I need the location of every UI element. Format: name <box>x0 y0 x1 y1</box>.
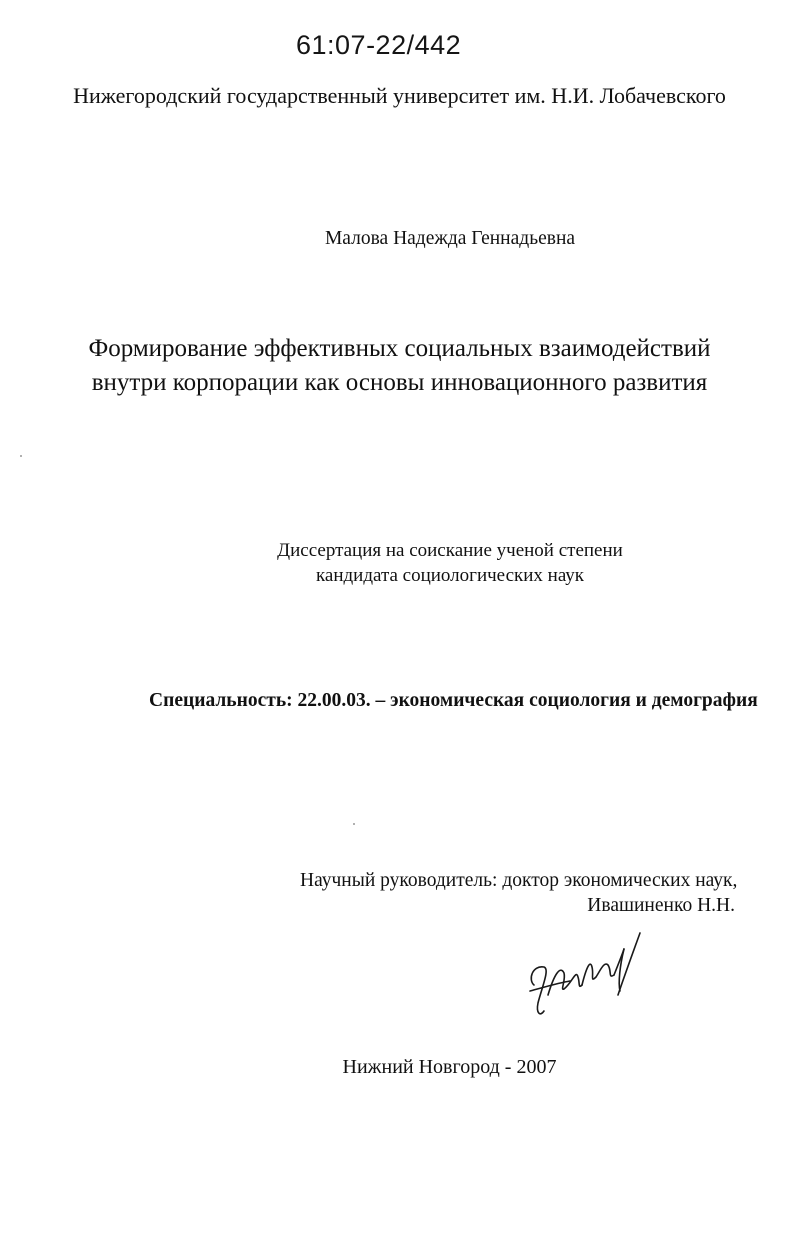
degree-line-2: кандидата социологических наук <box>315 565 585 586</box>
city-and-year: Нижний Новгород - 2007 <box>342 1056 557 1078</box>
scan-speck <box>353 823 355 825</box>
archive-stamp-code: 61:07-22/442 <box>296 30 462 60</box>
title-line-2: внутри корпорации как основы инновационного развития <box>91 369 708 396</box>
degree-statement <box>240 538 660 588</box>
supervisor-title: Научный руководитель: доктор экономических наук, <box>300 870 738 891</box>
scientific-supervisor <box>300 868 740 918</box>
handwritten-signature <box>520 925 660 1025</box>
degree-line-1: Диссертация на соискание ученой степени <box>277 540 623 561</box>
scan-speck <box>20 455 22 457</box>
dissertation-title <box>0 332 799 400</box>
title-line-1: Формирование эффективных социальных взаимодействий <box>88 335 711 362</box>
supervisor-name: Ивашиненко Н.Н. <box>587 895 735 916</box>
university-name: Нижегородский государственный университет им. Н.И. Лобачевского <box>73 83 726 108</box>
specialty-line: Специальность: 22.00.03. – экономическая социология и демография <box>149 690 758 711</box>
author-name: Малова Надежда Геннадьевна <box>324 228 576 249</box>
